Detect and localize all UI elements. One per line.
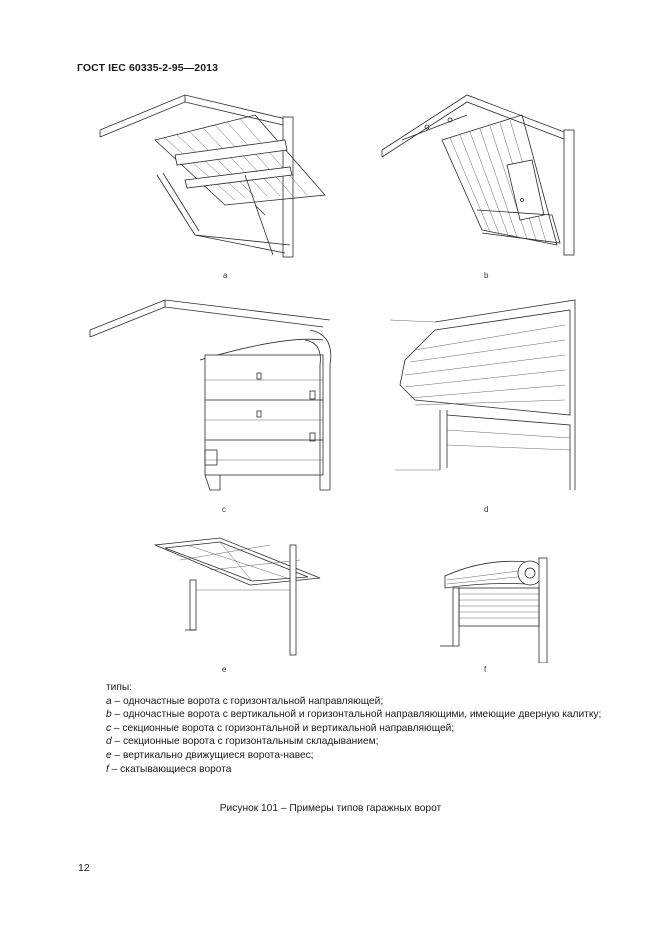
up-and-over-gate-with-door-icon [372,85,582,260]
up-and-over-gate-icon [95,85,335,265]
legend-item-a [106,695,614,709]
sectional-gate-icon [85,295,345,495]
figure-caption: Рисунок 101 – Примеры типов гаражных ворот [219,803,442,814]
legend-text: – секционные ворота с горизонтальным складыванием; [111,736,379,748]
figure-c-illustration [85,295,345,495]
figure-d-label: d [484,505,489,514]
legend-intro: типы: [106,682,133,693]
figure-c-label: c [222,505,226,514]
legend-text: – одночастные ворота с вертикальной и горизонтальной направляющими, имеющие дверную калитку; [111,709,602,721]
document-header: ГОСТ IEC 60335-2-95—2013 [77,62,219,74]
legend-letter: b [106,709,112,721]
figure-f-label: f [484,665,487,674]
legend-text: – вертикально движущиеся ворота-навес; [111,749,314,761]
legend-letter: e [106,749,112,761]
sectional-folding-gate-icon [385,290,585,495]
legend-text: – одночастные ворота с горизонтальной направляющей; [111,695,384,707]
figure-e-illustration [150,530,330,660]
figure-d-illustration [385,290,585,495]
legend-text: – скатывающиеся ворота [108,763,232,775]
figure-a-label: a [223,271,228,280]
legend-item-b [106,708,614,722]
figure-e-label: e [222,665,227,674]
page-number: 12 [78,862,90,874]
figure-a-illustration [95,85,335,265]
legend-item-f [106,763,614,777]
figure-b-illustration [372,85,582,260]
legend-letter: a [106,695,112,707]
legend-item-e [106,749,614,763]
legend-letter: d [106,736,112,748]
legend-text: – секционные ворота с горизонтальной и вертикальной направляющей; [111,722,455,734]
legend-letter: c [106,722,112,734]
figure-b-label: b [484,271,489,280]
figure-legend [106,681,614,776]
legend-item-c [106,722,614,736]
figure-f-illustration [435,548,555,663]
legend-letter: f [106,763,109,775]
legend-item-d [106,735,614,749]
canopy-gate-icon [150,530,330,660]
roller-gate-icon [435,548,555,663]
